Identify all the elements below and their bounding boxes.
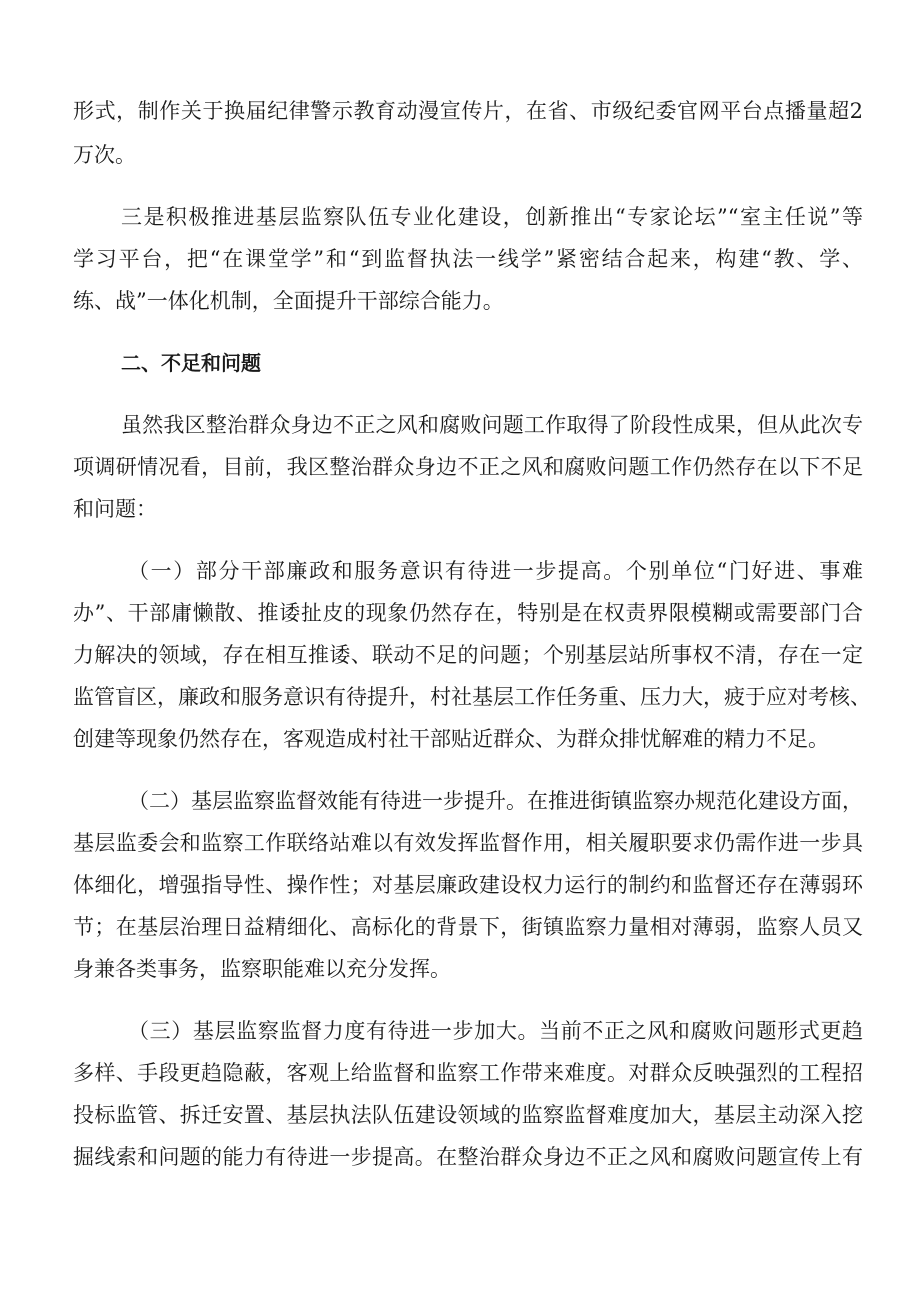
paragraph-line: 创建等现象仍然存在，客观造成村社干部贴近群众、为群众排忧解难的精力不足。 bbox=[73, 727, 829, 751]
paragraph-line: 身兼各类事务，监察职能难以充分发挥。 bbox=[73, 957, 451, 981]
paragraph-line: 掘线索和问题的能力有待进一步提高。在整治群众身边不正之风和腐败问题宣传上有 bbox=[73, 1145, 863, 1169]
paragraph-line: 投标监管、拆迁安置、基层执法队伍建设领域的监察监督难度加大，基层主动深入挖 bbox=[73, 1103, 863, 1127]
paragraph-line: 项调研情况看，目前，我区整治群众身边不正之风和腐败问题工作仍然存在以下不足 bbox=[73, 455, 863, 479]
paragraph-line: 练、战”一体化机制，全面提升干部综合能力。 bbox=[73, 289, 504, 313]
paragraph-line: 办”、干部庸懒散、推诿扯皮的现象仍然存在，特别是在权责界限模糊或需要部门合 bbox=[73, 601, 863, 625]
paragraph-line: 形式，制作关于换届纪律警示教育动漫宣传片，在省、市级纪委官网平台点播量超2 bbox=[73, 99, 863, 123]
paragraph-line: 虽然我区整治群众身边不正之风和腐败问题工作取得了阶段性成果，但从此次专 bbox=[121, 413, 863, 437]
paragraph-line: 万次。 bbox=[73, 143, 136, 167]
paragraph-line: 多样、手段更趋隐蔽，客观上给监督和监察工作带来难度。对群众反映强烈的工程招 bbox=[73, 1061, 863, 1085]
paragraph-line: 学习平台，把“在课堂学”和“到监督执法一线学”紧密结合起来，构建“教、学、 bbox=[73, 247, 863, 271]
paragraph-line: 节；在基层治理日益精细化、高标化的背景下，街镇监察力量相对薄弱，监察人员又 bbox=[73, 915, 863, 939]
paragraph-line: 力解决的领域，存在相互推诿、联动不足的问题；个别基层站所事权不清，存在一定 bbox=[73, 643, 863, 667]
paragraph-line: （一）部分干部廉政和服务意识有待进一步提高。个别单位“门好进、事难 bbox=[128, 559, 863, 583]
paragraph-line: 监管盲区，廉政和服务意识有待提升，村社基层工作任务重、压力大，疲于应对考核、 bbox=[73, 685, 871, 709]
paragraph-line: 三是积极推进基层监察队伍专业化建设，创新推出“专家论坛”“室主任说”等 bbox=[121, 205, 863, 229]
paragraph-line: （三）基层监察监督力度有待进一步加大。当前不正之风和腐败问题形式更趋 bbox=[128, 1019, 863, 1043]
paragraph-line: 和问题： bbox=[73, 497, 157, 521]
paragraph-line: 基层监委会和监察工作联络站难以有效发挥监督作用，相关履职要求仍需作进一步具 bbox=[73, 831, 863, 855]
section-heading: 二、不足和问题 bbox=[121, 351, 261, 375]
paragraph-line: （二）基层监察监督效能有待进一步提升。在推进街镇监察办规范化建设方面， bbox=[128, 789, 863, 813]
paragraph-line: 体细化，增强指导性、操作性；对基层廉政建设权力运行的制约和监督还存在薄弱环 bbox=[73, 873, 863, 897]
